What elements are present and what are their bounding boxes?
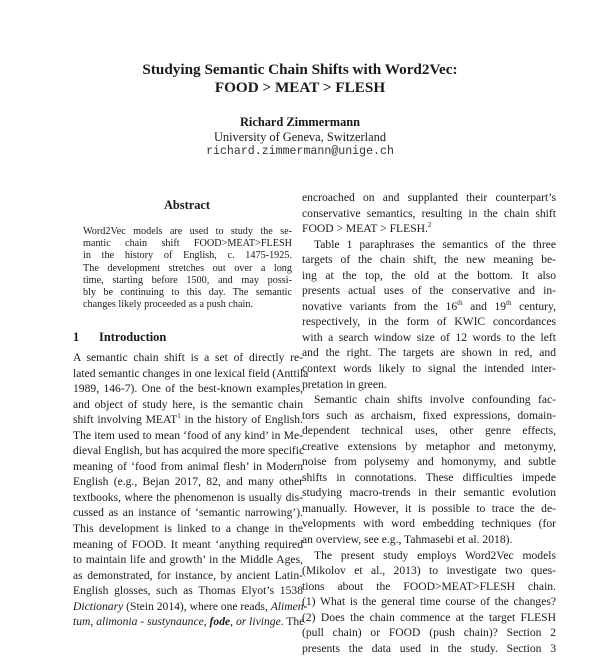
abstract-line: bly be continuing to this day. The semantic (83, 287, 292, 299)
body-line: and object of study here, is the semantic chain (73, 397, 303, 411)
body-line: English (e.g., Bejan 2017, 82, and many other (73, 475, 303, 489)
line-text: and 19 (462, 299, 507, 313)
line-text: novative variants from the 16 (302, 299, 458, 313)
abstract-line: The development stretches out over a long (83, 262, 292, 274)
body-line: studying macro-trends in their semantic evolution (302, 486, 556, 500)
italic-text: tum, alimonia - sustynaunce, (73, 615, 210, 629)
body-line: (2) Does the chain commence at the target FLESH (302, 610, 556, 624)
body-line (302, 221, 556, 237)
body-line: conservative semantics, resulting in the chain shift (302, 206, 556, 220)
body-line: Semantic chain shifts involve confounding fac- (314, 393, 556, 407)
right-column-body (302, 190, 556, 656)
body-line: The item used to mean ‘food of any kind’ in Me- (73, 428, 303, 442)
italic-text: , or livinge (230, 615, 281, 629)
body-line: creative extensions by metaphor and metonymy, (302, 439, 556, 453)
body-line: targets of the chain shift, the new meaning be- (302, 253, 556, 267)
line-text: in the history of English. (180, 413, 303, 427)
body-line (73, 412, 303, 428)
body-line: meaning of ‘food from animal flesh’ in Modern (73, 459, 303, 473)
section-title: Introduction (99, 330, 167, 344)
paper-title-line2: FOOD > MEAT > FLESH (214, 79, 386, 96)
body-line: ing at the top, the old at the bottom. It also (302, 268, 556, 282)
section-heading-introduction (73, 330, 166, 345)
author-name: Richard Zimmermann (239, 115, 361, 129)
abstract-line: Word2Vec models are used to study the se- (83, 226, 292, 237)
paper-title-line1: Studying Semantic Chain Shifts with Word2Vec: (142, 61, 458, 78)
superscript: th (506, 298, 512, 307)
body-line: 1989, 146-7). One of the best-known examples, (73, 382, 303, 396)
body-line: tions about the FOOD>MEAT>FLESH chain. (302, 579, 556, 593)
footnote-marker[interactable]: 2 (427, 221, 432, 230)
abstract-line: mantic chain shift FOOD>MEAT>FLESH (83, 238, 292, 250)
abstract-heading: Abstract (163, 198, 211, 212)
body-line: context words likely to signal the intended inter- (302, 362, 556, 376)
body-line: (Mikolov et al., 2013) to investigate two ques- (302, 564, 556, 578)
footnote-marker[interactable]: 1 (177, 412, 181, 421)
abstract-body (83, 226, 292, 311)
body-line: Table 1 paraphrases the semantics of the three (314, 237, 556, 251)
abstract-line: changes likely proceeded as a push chain. (83, 299, 254, 311)
body-line: dieval English, but has acquired the more specific (73, 444, 305, 458)
author-email: richard.zimmermann@unige.ch (206, 145, 394, 158)
body-line (73, 614, 303, 630)
body-line: pretation in green. (302, 377, 387, 391)
body-line: A semantic chain shift is a set of directly re- (73, 351, 303, 364)
body-line: with a search window size of 12 words to the left (302, 330, 556, 344)
body-line: as demonstrated, for instance, by ancient Latin- (73, 568, 303, 582)
body-line: respectively, in the form of KWIC concordances (302, 315, 556, 329)
body-line: lated semantic changes in one lexical field (Anttila (73, 366, 309, 380)
line-text: century, (511, 299, 556, 313)
line-text: (Stein 2014), where one reads, (123, 599, 271, 613)
body-line (302, 299, 556, 315)
body-line: noise from polysemy and homonymy, and subtle (302, 455, 556, 469)
body-line: presents the data used in the study. Section 3 (302, 641, 556, 655)
body-line: to maintain life and growth’ in the Middle Ages, (73, 553, 303, 567)
body-line: an overview, see e.g., Tahmasebi et al. 2018). (302, 533, 513, 547)
body-line: English glosses, such as Thomas Elyot’s 1538 (73, 584, 303, 598)
body-line: meaning of FOOD. It meant ‘anything required (73, 537, 303, 551)
section-number: 1 (73, 330, 80, 344)
body-line: tors such as archaism, fixed expressions, domain- (302, 408, 556, 422)
body-line: and the right. The targets are shown in red, and (302, 346, 556, 360)
line-text: FOOD > MEAT > FLESH. (302, 222, 428, 236)
superscript: th (457, 298, 463, 307)
body-line (73, 599, 308, 615)
abstract-line: time, starting before 1500, and may possi- (83, 274, 292, 286)
line-text: . The (280, 615, 305, 629)
bold-italic-text: fode (209, 615, 231, 629)
body-line: shifts in connotations. These difficulties impede (302, 470, 556, 484)
body-line: The present study employs Word2Vec models (314, 548, 556, 562)
body-line: encroached on and supplanted their counterpart’s (302, 191, 556, 204)
body-line: cussed as an instance of ‘semantic narrowing’). (73, 506, 303, 520)
body-line: dependent technical uses, other genre effects, (302, 424, 556, 438)
body-line: This development is linked to a change in the (73, 522, 303, 536)
body-line: textbooks, where the phenomenon is usually dis- (73, 490, 303, 504)
body-line: (1) What is the general time course of the changes? (302, 595, 556, 609)
author-affiliation: University of Geneva, Switzerland (213, 130, 387, 144)
line-text: shift involving MEAT (73, 413, 178, 427)
body-line: velopments with word embedding techniques (for (302, 517, 556, 531)
body-line: presents actual uses of the conservative and in- (302, 284, 556, 298)
abstract-line: in the history of English, c. 1475-1925. (83, 250, 292, 262)
body-line: (pull chain) or FOOD (push chain)? Section 2 (302, 626, 556, 640)
left-column-body (73, 350, 309, 630)
italic-text: Dictionary (73, 599, 124, 613)
body-line: manually. However, it is possible to trace the de- (302, 501, 556, 515)
italic-text: Alimen- (270, 599, 308, 613)
